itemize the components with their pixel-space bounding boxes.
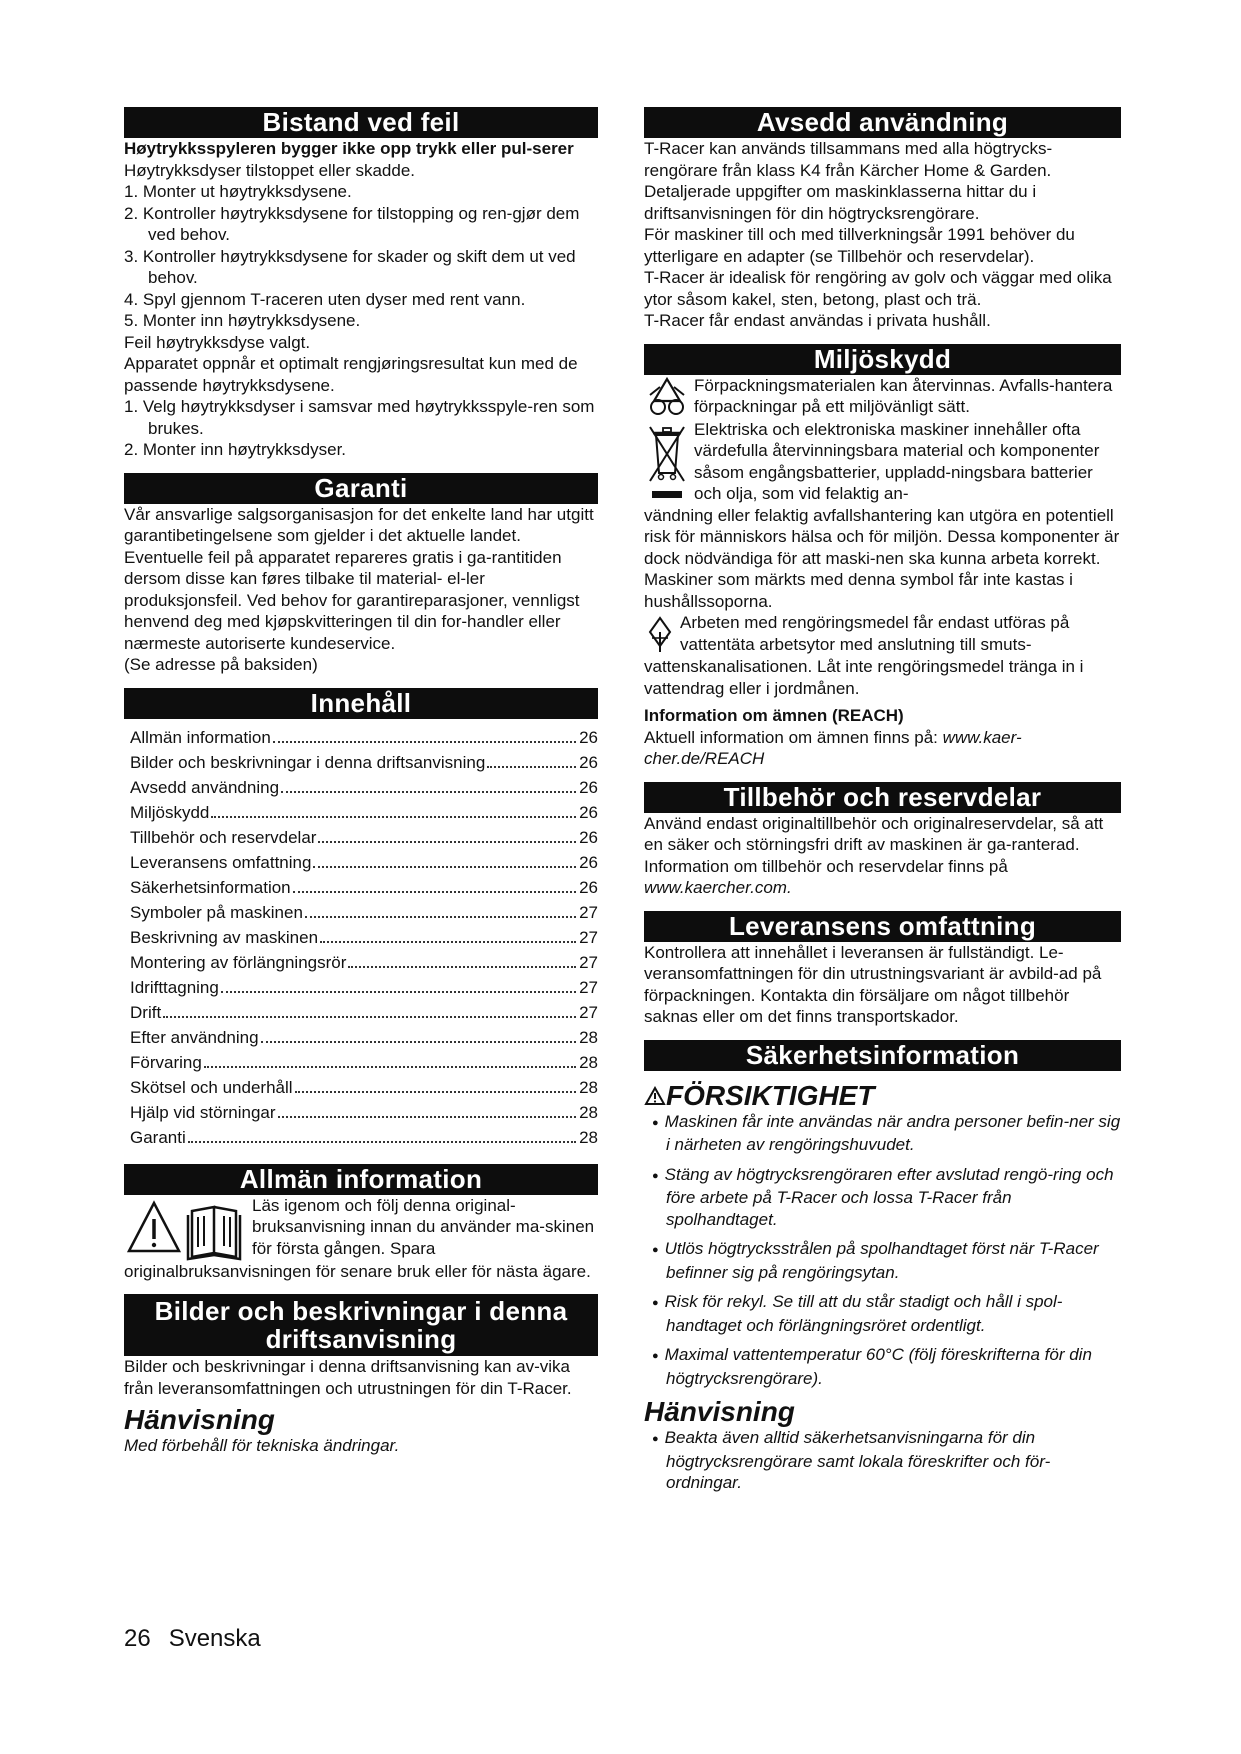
toc-page: 26: [579, 877, 598, 897]
toc-row: [130, 1027, 598, 1052]
toc-row: [130, 877, 598, 902]
reach-text-label: Aktuell information om ämnen finns på:: [644, 727, 943, 747]
toc-leader: [273, 740, 576, 743]
toc-title: Avsedd användning: [130, 777, 280, 797]
miljo-p3b: vattenskanalisationen. Låt inte rengöringsmedel tränga in i vattendrag eller i jordmånen.: [644, 657, 1084, 698]
section-title-garanti: Garanti: [124, 473, 598, 504]
miljo-packaging: [644, 375, 1121, 419]
toc-title: Skötsel och underhåll: [130, 1077, 293, 1097]
section-title-allman: Allmän information: [124, 1164, 598, 1195]
miljo-p2b: vändning eller felaktig avfallshantering kan utgöra en potentiell risk för människors hälsa och för miljön. Dessa komponenter är dock nödvändiga för att maski-nen ska kunna arbeta korrekt. Maskiner som märkts med denna symbol får inte kastas i hushållssoporna.: [644, 505, 1120, 611]
detergent-icon: [644, 612, 680, 656]
toc-page: 28: [579, 1102, 598, 1122]
toc-title: Miljöskydd: [130, 802, 210, 822]
allman-intro: [124, 1195, 598, 1261]
allman-text-a: Läs igenom och följ denna original-bruksanvisning innan du använder ma-skinen för första gången. Spara: [252, 1195, 595, 1258]
page-footer: [124, 1625, 279, 1652]
issue-text: Apparatet oppnår et optimalt rengjøringsresultat kun med de passende høytrykksdysene.: [124, 354, 578, 395]
toc-row: [130, 727, 598, 752]
safety-item: ● Risk för rekyl. Se till att du står stadigt och håll i spol-handtaget och förlängningsröret ordentligt.: [644, 1291, 1121, 1336]
warning-heading: [644, 1081, 1121, 1111]
step-item: 5. Monter inn høytrykksdysene.: [124, 311, 361, 330]
toc-page: 27: [579, 977, 598, 997]
detergent-icon-graphic: [644, 612, 676, 656]
weee-bin-icon: [644, 419, 694, 505]
toc-leader: [293, 890, 576, 893]
toc-leader: [211, 815, 576, 818]
section-title-leverans: Leveransens omfattning: [644, 911, 1121, 942]
toc-leader: [281, 790, 576, 793]
step-item: 2. Kontroller høytrykksdysene for tilstopping og ren-gjør dem ved behov.: [124, 203, 580, 244]
toc-row: [130, 1002, 598, 1027]
toc-title: Beskrivning av maskinen: [130, 927, 319, 947]
page-language: Svenska: [168, 1625, 261, 1652]
toc-title: Hjälp vid störningar: [130, 1102, 276, 1122]
toc-page: 26: [579, 727, 598, 747]
section-title-tillbehor: Tillbehör och reservdelar: [644, 782, 1121, 813]
note-item: ● Beakta även alltid säkerhetsanvisningarna för din högtrycksrengörare samt lokala föreskrifter och för-ordningar.: [644, 1427, 1121, 1494]
section-title-bistand: Bistand ved feil: [124, 107, 598, 138]
toc-leader: [348, 965, 576, 968]
reach-link[interactable]: www.kaer-cher.de/REACH: [644, 727, 1022, 768]
toc-leader: [320, 940, 576, 943]
toc-title: Symboler på maskinen: [130, 902, 303, 922]
garanti-text: Vår ansvarlige salgsorganisasjon for det enkelte land har utgitt garantibetingelsene som gjelder i det aktuelle landet. Eventuelle feil på apparatet repareres gratis i ga-rantitiden dersom disse kan føres tilbake til material- el-ler produksjonsfeil. Ved behov for garantireparasjoner, vennligst henvend deg med kjøpskvitteringen til din for-handler eller nærmeste autoriserte kundeservice.: [124, 504, 594, 653]
issue-cause: Feil høytrykksdyse valgt.: [124, 332, 311, 352]
steps-list-2: [124, 396, 598, 461]
bilder-title-line2: driftsanvisning: [265, 1324, 457, 1354]
table-of-contents: [130, 727, 598, 1152]
warning-label: FÖRSIKTIGHET: [666, 1079, 875, 1111]
avsedd-p1: T-Racer kan används tillsammans med alla högtrycks-rengörare från klass K4 från Kärcher Home & Garden. Detaljerade uppgifter om maskinklasserna hittar du i driftsanvisningen för din högtrycksrengörare.: [644, 139, 1053, 223]
miljo-detergent: [644, 612, 1121, 656]
toc-title: Leveransens omfattning: [130, 852, 312, 872]
warning-manual-icon: [124, 1195, 254, 1261]
toc-page: 27: [579, 952, 598, 972]
toc-row: [130, 852, 598, 877]
toc-row: [130, 752, 598, 777]
step-item: 1. Velg høytrykksdyser i samsvar med høytrykksspyle-ren som brukes.: [124, 397, 595, 438]
safety-item: ● Utlös högtrycksstrålen på spolhandtaget först när T-Racer befinner sig på rengöringsytan.: [644, 1238, 1121, 1283]
section-title-miljo: Miljöskydd: [644, 344, 1121, 375]
toc-leader: [261, 1040, 577, 1043]
toc-page: 26: [579, 777, 598, 797]
safety-item: ● Maskinen får inte användas när andra personer befin-ner sig i närheten av rengöringshuvudet.: [644, 1111, 1121, 1156]
toc-page: 28: [579, 1027, 598, 1047]
section-title-bilder: [124, 1294, 598, 1356]
safety-list: [644, 1111, 1121, 1390]
toc-row: [130, 927, 598, 952]
avsedd-p4: T-Racer får endast användas i privata hushåll.: [644, 311, 991, 330]
reach-heading: Information om ämnen (REACH): [644, 706, 904, 725]
toc-leader: [188, 1140, 576, 1143]
toc-page: 28: [579, 1052, 598, 1072]
toc-leader: [295, 1090, 577, 1093]
reach-text: [644, 727, 1121, 770]
section-title-avsedd: Avsedd användning: [644, 107, 1121, 138]
toc-row: [130, 827, 598, 852]
toc-leader: [221, 990, 576, 993]
toc-page: 27: [579, 927, 598, 947]
steps-list-1: [124, 181, 598, 332]
toc-title: Montering av förlängningsrör: [130, 952, 347, 972]
toc-title: Allmän information: [130, 727, 271, 747]
toc-title: Tillbehör och reservdelar: [130, 827, 317, 847]
step-item: 3. Kontroller høytrykksdysene for skader og skift dem ut ved behov.: [124, 246, 576, 287]
garanti-address: (Se adresse på baksiden): [124, 655, 318, 674]
avsedd-p3: T-Racer är idealisk för rengöring av golv och väggar med olika ytor såsom kakel, sten, betong, plast och trä.: [644, 268, 1112, 309]
warning-manual-icon-graphic: [124, 1195, 254, 1261]
toc-leader: [487, 765, 576, 768]
note-text: Med förbehåll för tekniska ändringar.: [124, 1436, 400, 1455]
miljo-weee: [644, 419, 1121, 505]
toc-title: Förvaring: [130, 1052, 202, 1072]
toc-page: 27: [579, 1002, 598, 1022]
toc-leader: [204, 1065, 576, 1068]
toc-page: 26: [579, 752, 598, 772]
toc-title: Garanti: [130, 1127, 186, 1147]
step-item: 1. Monter ut høytrykksdysene.: [124, 182, 352, 201]
weee-bin-icon-graphic: [644, 419, 690, 505]
toc-page: 26: [579, 852, 598, 872]
page-number: 26: [124, 1625, 151, 1652]
tillbehor-link[interactable]: www.kaercher.com.: [644, 878, 792, 897]
section-title-innehall: Innehåll: [124, 688, 598, 719]
toc-row: [130, 802, 598, 827]
toc-leader: [318, 840, 576, 843]
toc-leader: [305, 915, 576, 918]
right-column: [644, 107, 1121, 1502]
toc-title: Idrifttagning: [130, 977, 219, 997]
toc-row: [130, 952, 598, 977]
recycle-icon: [644, 375, 694, 419]
toc-leader: [313, 865, 576, 868]
bilder-text: Bilder och beskrivningar i denna driftsanvisning kan av-vika från leveransomfattningen och utrustningen för din T-Racer.: [124, 1357, 572, 1398]
bilder-title-line1: Bilder och beskrivningar i denna: [154, 1296, 568, 1326]
step-item: 4. Spyl gjennom T-raceren uten dyser med rent vann.: [124, 289, 526, 309]
toc-page: 26: [579, 827, 598, 847]
safety-item: ● Maximal vattentemperatur 60°C (följ föreskrifterna för din högtrycksrengörare).: [644, 1344, 1121, 1389]
toc-row: [130, 977, 598, 1002]
toc-title: Efter användning: [130, 1027, 259, 1047]
toc-title: Säkerhetsinformation: [130, 877, 291, 897]
section-title-sakerhet: Säkerhetsinformation: [644, 1040, 1121, 1071]
miljo-p3a: Arbeten med rengöringsmedel får endast utföras på vattentäta arbetsytor med anslutning till smuts-: [680, 613, 1070, 654]
tillbehor-p2: Information om tillbehör och reservdelar finns på: [644, 856, 1008, 876]
toc-row: [130, 902, 598, 927]
toc-leader: [278, 1115, 577, 1118]
toc-page: 27: [579, 902, 598, 922]
toc-title: Bilder och beskrivningar i denna driftsanvisning: [130, 752, 486, 772]
toc-row: [130, 1127, 598, 1152]
toc-row: [130, 777, 598, 802]
toc-page: 28: [579, 1127, 598, 1147]
toc-row: [130, 1102, 598, 1127]
note-list: [644, 1427, 1121, 1494]
miljo-p1: Förpackningsmaterialen kan återvinnas. Avfalls-hantera förpackningar på ett miljövänligt sätt.: [694, 375, 1113, 416]
toc-row: [130, 1052, 598, 1077]
miljo-p2a: Elektriska och elektroniska maskiner innehåller ofta värdefulla återvinningsbara material och komponenter såsom engångsbatterier, uppladd-ningsbara batterier och olja, som vid felaktig an-: [694, 419, 1100, 503]
left-column: [124, 107, 598, 1457]
warning-triangle-icon: [644, 1086, 666, 1106]
toc-title: Drift: [130, 1002, 162, 1022]
toc-page: 26: [579, 802, 598, 822]
recycle-icon-graphic: [644, 375, 690, 419]
note-heading: Hänvisning: [124, 1404, 275, 1435]
tillbehor-p1: Använd endast originaltillbehör och originalreservdelar, så att en säker och störningsfri drift av maskinen är ga-ranterad.: [644, 813, 1104, 854]
toc-leader: [163, 1015, 576, 1018]
leverans-text: Kontrollera att innehållet i leveransen är fullständigt. Le-veransomfattningen för din utrustningsvariant är avbild-ad på förpackningen. Kontakta din försäljare om något tillbehör saknas eller om det finns transportskador.: [644, 942, 1102, 1026]
step-item: 2. Monter inn høytrykksdyser.: [124, 440, 347, 459]
issue-heading: Høytrykksspyleren bygger ikke opp trykk eller pul-serer: [124, 139, 574, 158]
toc-row: [130, 1077, 598, 1102]
avsedd-p2: För maskiner till och med tillverkningsår 1991 behöver du ytterligare en adapter (se Tillbehör och reservdelar).: [644, 225, 1075, 266]
issue-cause: Høytrykksdyser tilstoppet eller skadde.: [124, 160, 415, 180]
note-heading: Hänvisning: [644, 1396, 795, 1427]
allman-text-b: originalbruksanvisningen för senare bruk eller för nästa ägare.: [124, 1261, 591, 1281]
toc-page: 28: [579, 1077, 598, 1097]
safety-item: ● Stäng av högtrycksrengöraren efter avslutad rengö-ring och före arbete på T-Racer och lossa T-Racer från spolhandtaget.: [644, 1164, 1121, 1231]
